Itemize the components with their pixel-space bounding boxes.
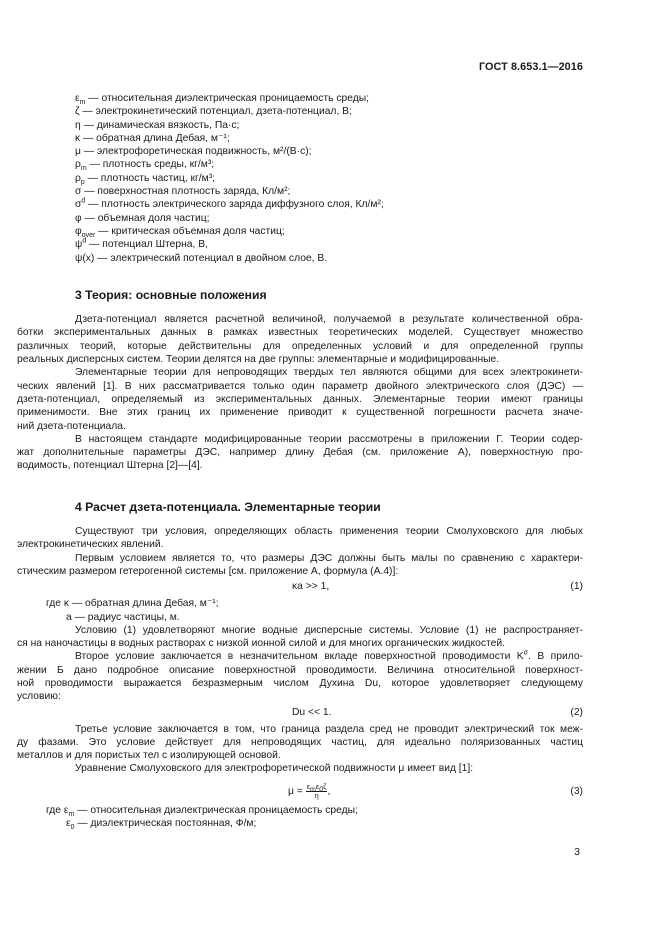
text-line: водимость, потенциал Штерна [2]—[4]. bbox=[17, 460, 203, 472]
definition-symbol: φ bbox=[75, 212, 82, 224]
section-4-paragraph-2 bbox=[17, 552, 583, 579]
definition-text: — относительная диэлектрическая проницаемость среды; bbox=[85, 93, 370, 104]
definition-text: — динамическая вязкость, Па·с; bbox=[80, 119, 240, 131]
definition-text: — потенциал Штерна, В, bbox=[86, 239, 208, 251]
where-epsilon-m: где $\varepsilon_m$ — относительная диэлектрическая проницаемость среды; bbox=[46, 804, 358, 818]
definition-item bbox=[46, 212, 583, 225]
text-line: жении Б дано подробное описание поверхностной проводимости. Величина относительной поверхност- bbox=[17, 664, 583, 676]
definition-text: — объемная доля частиц; bbox=[81, 212, 210, 224]
symbol-definitions bbox=[46, 92, 583, 265]
text-line: Существуют три условия, определяющих область применения теории Смолуховского для любых bbox=[75, 526, 583, 538]
definition-symbol: σ bbox=[75, 186, 82, 198]
text-line: Второе условие заключается в незначительном вкладе поверхностной проводимости $K^\sigma$. В прило- bbox=[75, 649, 583, 663]
text-line: жат дополнительные параметры ДЭС, например длину Дебая (см. приложение А), поверхностную про- bbox=[17, 447, 583, 459]
equation-1 bbox=[46, 580, 583, 595]
text-line: ний дзета-потенциала. bbox=[17, 420, 126, 432]
text-line: Элементарные теории для непроводящих твердых тел являются общими для всех электрокинети- bbox=[75, 367, 583, 379]
definition-symbol: ψ(x) bbox=[75, 252, 95, 264]
definition-symbol: φ bbox=[75, 225, 82, 237]
text-line: ческих явлений [1]. В них рассматривается только один параметр двойного электрического слоя (ДЭС) — bbox=[17, 380, 583, 392]
definition-text: — электрофоретическая подвижность, м²/(В·с); bbox=[80, 146, 312, 158]
text-line: Дзета-потенциал является расчетной величиной, получаемой в результате количественной обра- bbox=[75, 314, 583, 326]
section-4-paragraph-3 bbox=[17, 624, 583, 651]
definition-symbol: ρ bbox=[75, 159, 81, 171]
equation-1-number: (1) bbox=[570, 581, 583, 593]
section-4-paragraph-4 bbox=[17, 649, 583, 703]
text-line: ду фазами. Это условие действует для непроводящих частиц, для идеально поляризованных частиц bbox=[17, 736, 583, 748]
definition-item: $\varepsilon_m$ — относительная диэлектрическая проницаемость среды; bbox=[75, 93, 370, 107]
equation-2-formula: Du << 1. bbox=[292, 706, 332, 718]
text-line: Третье условие заключается в том, что граница раздела сред не проводит электрический ток меж- bbox=[75, 723, 583, 735]
definition-text: — поверхностная плотность заряда, Кл/м²; bbox=[81, 186, 291, 198]
equation-3 bbox=[46, 780, 583, 802]
definition-item: $\rho_m$ — плотность среды, кг/м³; bbox=[75, 159, 215, 173]
definition-text: — плотность электрического заряда диффузного слоя, Кл/м²; bbox=[85, 199, 384, 211]
definition-item bbox=[46, 132, 583, 145]
definition-item bbox=[46, 185, 583, 198]
where-epsilon-0: $\varepsilon_0$ — диэлектрическая постоянная, Ф/м; bbox=[66, 818, 257, 832]
document-code: ГОСТ 8.653.1—2016 bbox=[478, 61, 583, 73]
definition-symbol: ζ bbox=[75, 106, 80, 118]
definition-item bbox=[46, 119, 583, 132]
equation-3-number: (3) bbox=[570, 785, 583, 797]
definition-text: — плотность частиц, кг/м³; bbox=[84, 172, 216, 184]
section-3-paragraph-3 bbox=[17, 433, 583, 473]
text-line: стическим размером гетерогенной системы [см. приложение А, формула (А.4)]: bbox=[17, 565, 399, 577]
definition-symbol: ρ bbox=[75, 172, 81, 184]
definition-symbol: ψ bbox=[75, 239, 83, 251]
text-line: условию: bbox=[17, 691, 61, 703]
page-body bbox=[17, 92, 583, 832]
definition-item: $\rho_p$ — плотность частиц, кг/м³; bbox=[75, 172, 216, 186]
definition-text: — электрический потенциал в двойном слое, В. bbox=[94, 252, 328, 264]
text-line: ной проводимости выражается безразмерным числом Духина Du, которое удовлетворяет следующему bbox=[17, 677, 583, 689]
page-number: 3 bbox=[574, 847, 580, 858]
definition-symbol: η bbox=[75, 119, 81, 131]
definition-symbol: ε bbox=[75, 93, 80, 104]
section-4-paragraph-1 bbox=[17, 525, 583, 552]
text-line: дзета-потенциал, определяемый из экспериментальных данных. Элементарные теории имеют границы bbox=[17, 393, 583, 405]
definition-symbol: μ bbox=[75, 146, 81, 158]
equation-3-fraction bbox=[306, 783, 328, 800]
text-line: реальных дисперсных систем. Теории делятся на две группы: элементарные и модифицированные. bbox=[17, 354, 500, 366]
definition-item: $\sigma^d$ — плотность электрического заряда диффузного слоя, Кл/м²; bbox=[75, 197, 384, 211]
where-a: a — радиус частицы, м. bbox=[66, 611, 180, 623]
text-line: ся на наночастицы в водных растворах с низкой ионной силой и для многих органических жидкостей. bbox=[17, 638, 505, 650]
text-line: различных теорий, которые действительны для определенных условий и для определенной группы bbox=[17, 340, 583, 352]
equation-3-formula: μ = $\frac{\varepsilon_m\varepsilon_0\zeta}{\eta}$ , bbox=[288, 781, 331, 800]
definition-item: $\psi^d$ — потенциал Штерна, В, bbox=[75, 237, 208, 251]
where-kappa: где κ — обратная длина Дебая, м⁻¹; bbox=[46, 598, 219, 610]
equation-2 bbox=[46, 706, 583, 721]
text-line: электрокинетических явлений. bbox=[17, 539, 164, 551]
text-line: применимости. Вне этих границ их применение приводит к существенной погрешности расчета значе- bbox=[17, 407, 583, 419]
definition-item bbox=[46, 145, 583, 158]
equation-1-formula: κa >> 1, bbox=[292, 581, 330, 593]
section-4-paragraph-5 bbox=[17, 723, 583, 763]
equation-3-denominator: η bbox=[314, 790, 319, 800]
definition-text: — критическая объемная доля частиц; bbox=[95, 225, 285, 237]
text-line: В настоящем стандарте модифицированные теории рассмотрены в приложении Г. Теории содер- bbox=[75, 433, 583, 445]
text-line: Уравнение Смолуховского для электрофоретической подвижности μ имеет вид [1]: bbox=[75, 763, 474, 775]
section-3-title: 3 Теория: основные положения bbox=[75, 287, 267, 302]
definition-symbol: κ bbox=[75, 132, 81, 144]
definition-text: — обратная длина Дебая, м⁻¹; bbox=[80, 132, 230, 144]
text-line: металлов и для пористых тел с изолирующей основой. bbox=[17, 750, 281, 762]
definition-text: — электрокинетический потенциал, дзета-потенциал, В; bbox=[79, 106, 352, 118]
equation-3-lhs: μ = bbox=[288, 785, 303, 797]
text-line: Условию (1) удовлетворяют многие водные дисперсные системы. Условие (1) не распространяет- bbox=[75, 624, 583, 636]
text-line: ботки экспериментальных данных в рамках известных теоретических моделей. Существует множество bbox=[17, 327, 583, 339]
equation-2-number: (2) bbox=[570, 706, 583, 718]
section-3-paragraph-2 bbox=[17, 366, 583, 432]
definition-text: — плотность среды, кг/м³; bbox=[86, 159, 215, 171]
equation-3-numerator: $\varepsilon_m\varepsilon_0\zeta$ bbox=[306, 781, 327, 794]
definition-item: $\varphi_{over}$ — критическая объемная доля частиц; bbox=[75, 225, 285, 240]
text-line: Первым условием является то, что размеры ДЭС должны быть малы по сравнению с характери- bbox=[75, 552, 583, 564]
definition-item bbox=[46, 105, 583, 118]
definition-symbol: σ bbox=[75, 199, 82, 211]
definition-item bbox=[46, 252, 583, 265]
section-3-paragraph-1 bbox=[17, 313, 583, 366]
section-4-title: 4 Расчет дзета-потенциала. Элементарные теории bbox=[75, 499, 381, 514]
section-4-paragraph-6 bbox=[46, 762, 583, 775]
